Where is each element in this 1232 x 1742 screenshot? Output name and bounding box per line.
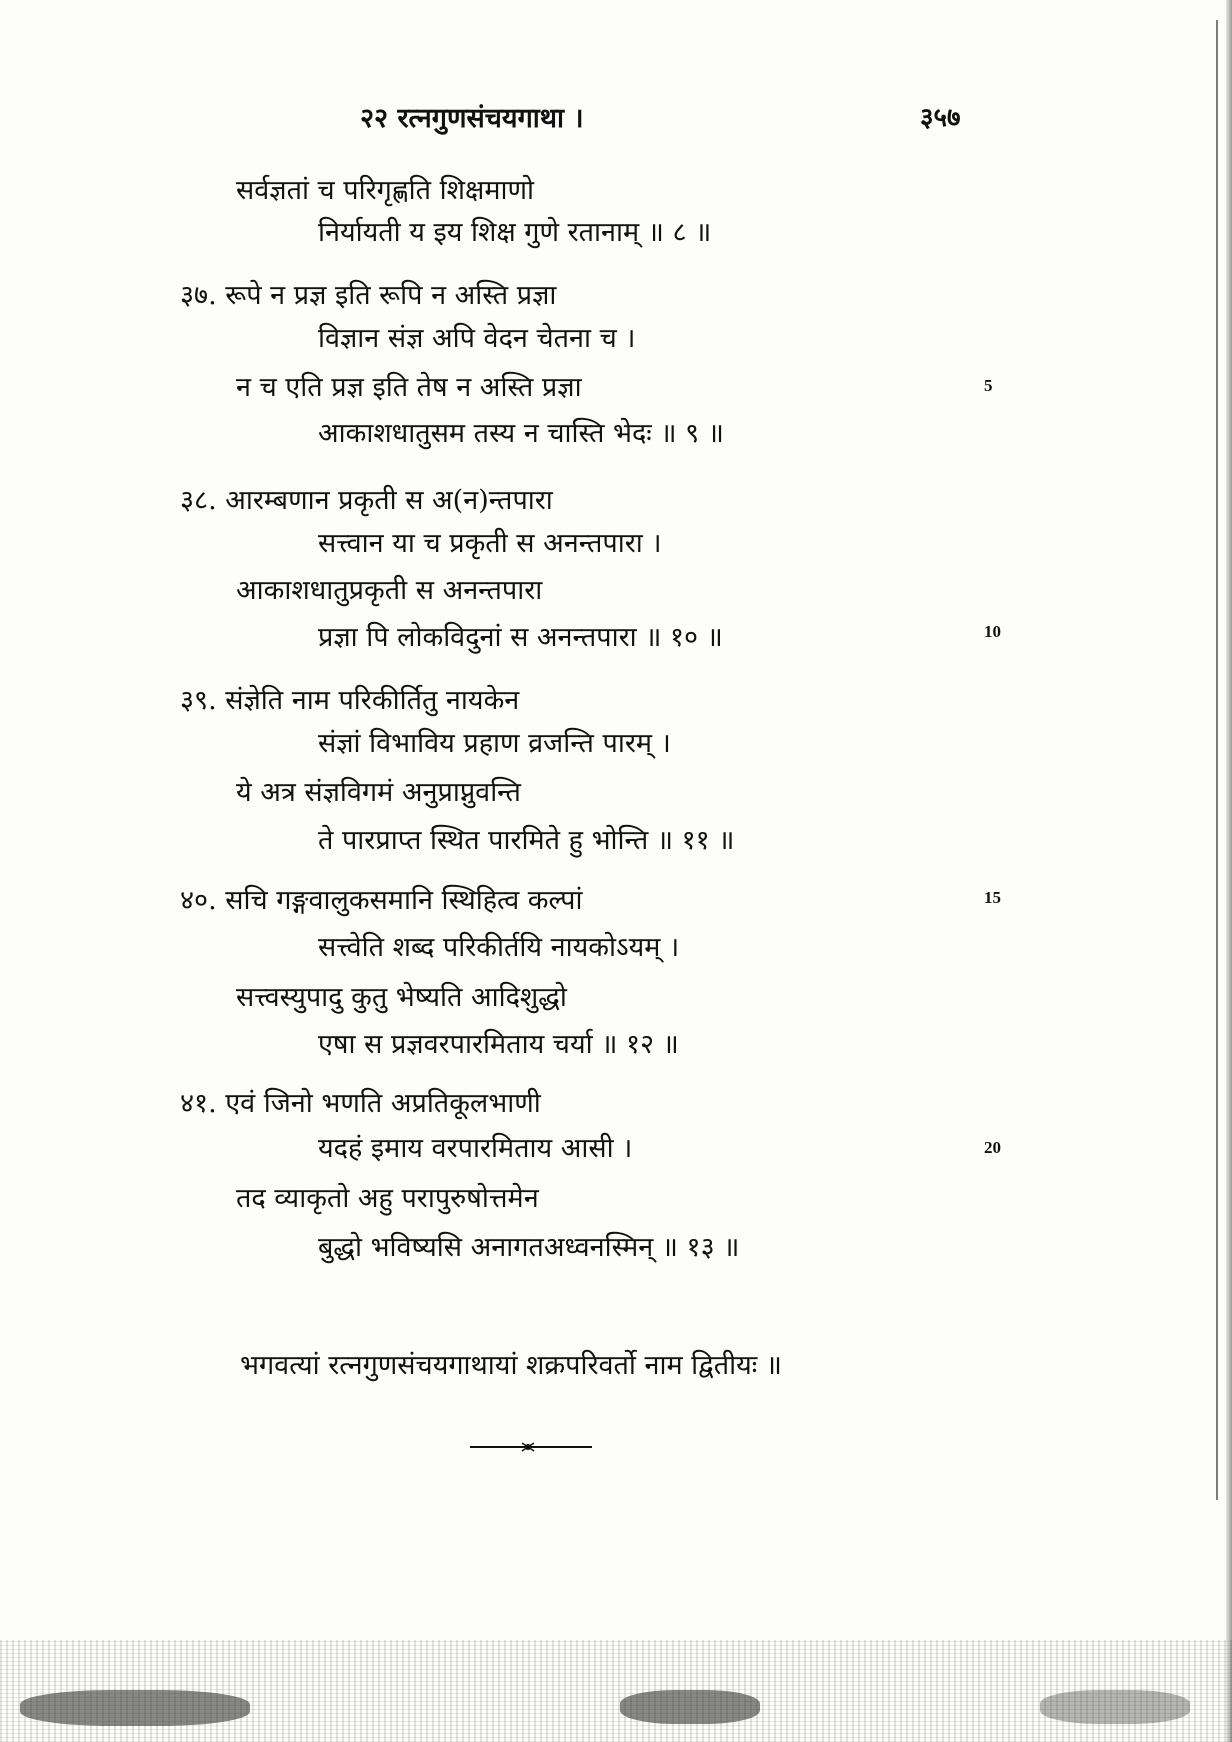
verse-line: ३९. संज्ञेति नाम परिकीर्तितु नायकेन: [180, 685, 520, 716]
verse-line: ये अत्र संज्ञविगमं अनुप्राप्नुवन्ति: [236, 777, 521, 808]
verse-line: ते पारप्राप्त स्थित पारमिते हु भोन्ति ॥ ११ ॥: [318, 825, 735, 856]
scan-smudge: [20, 1690, 250, 1726]
scan-smudge: [620, 1690, 760, 1724]
chapter-colophon: भगवत्यां रत्नगुणसंचयगाथायां शक्रपरिवर्तो नाम द्वितीयः ॥: [240, 1350, 782, 1381]
verse-line: तद व्याकृतो अहु परापुरुषोत्तमेन: [236, 1183, 539, 1214]
verse-line: सर्वज्ञतां च परिगृह्णति शिक्षमाणो: [236, 175, 534, 206]
verse-line: विज्ञान संज्ञ अपि वेदन चेतना च ।: [318, 323, 636, 354]
ornament-divider-icon: [470, 1441, 592, 1453]
verse-line: आकाशधातुसम तस्य न चास्ति भेदः ॥ ९ ॥: [318, 418, 724, 449]
verse-line: संज्ञां विभाविय प्रहाण व्रजन्ति पारम् ।: [318, 728, 671, 759]
verse-line: सत्त्वेति शब्द परिकीर्तयि नायकोऽयम् ।: [318, 932, 680, 963]
verse-line: प्रज्ञा पि लोकविदुनां स अनन्तपारा ॥ १० ॥: [318, 622, 723, 653]
verse-line: यदहं इमाय वरपारमिताय आसी ।: [318, 1133, 633, 1164]
scan-smudge: [1040, 1690, 1190, 1724]
verse-line: ३८. आरम्बणान प्रकृती स अ(न)न्तपारा: [180, 485, 553, 516]
running-header-title: २२ रत्नगुणसंचयगाथा ।: [360, 103, 584, 134]
verse-line: सत्त्वान या च प्रकृती स अनन्तपारा ।: [318, 528, 662, 559]
verse-line: बुद्धो भविष्यसि अनागतअध्वनस्मिन् ॥ १३ ॥: [318, 1232, 740, 1263]
verse-line: ३७. रूपे न प्रज्ञ इति रूपि न अस्ति प्रज्ञा: [180, 280, 557, 311]
page-number: ३५७: [920, 103, 961, 133]
line-number-margin: 5: [984, 376, 993, 395]
verse-line: सत्त्वस्युपादु कुतु भेष्यति आदिशुद्धो: [236, 982, 567, 1013]
verse-line: न च एति प्रज्ञ इति तेष न अस्ति प्रज्ञा: [236, 372, 582, 403]
verse-line: ४०. सचि गङ्गवालुकसमानि स्थिहित्व कल्पां: [180, 885, 583, 916]
verse-line: ४१. एवं जिनो भणति अप्रतिकूलभाणी: [180, 1088, 541, 1119]
verse-line: निर्यायती य इय शिक्ष गुणे रतानाम् ॥ ८ ॥: [318, 217, 712, 248]
line-number-margin: 10: [984, 622, 1001, 641]
verse-line: आकाशधातुप्रकृती स अनन्तपारा: [236, 575, 543, 606]
page-edge: [1226, 0, 1232, 1742]
line-number-margin: 15: [984, 888, 1001, 907]
line-number-margin: 20: [984, 1138, 1001, 1157]
verse-line: एषा स प्रज्ञवरपारमिताय चर्या ॥ १२ ॥: [318, 1029, 679, 1060]
binding-line: [1216, 20, 1218, 1500]
